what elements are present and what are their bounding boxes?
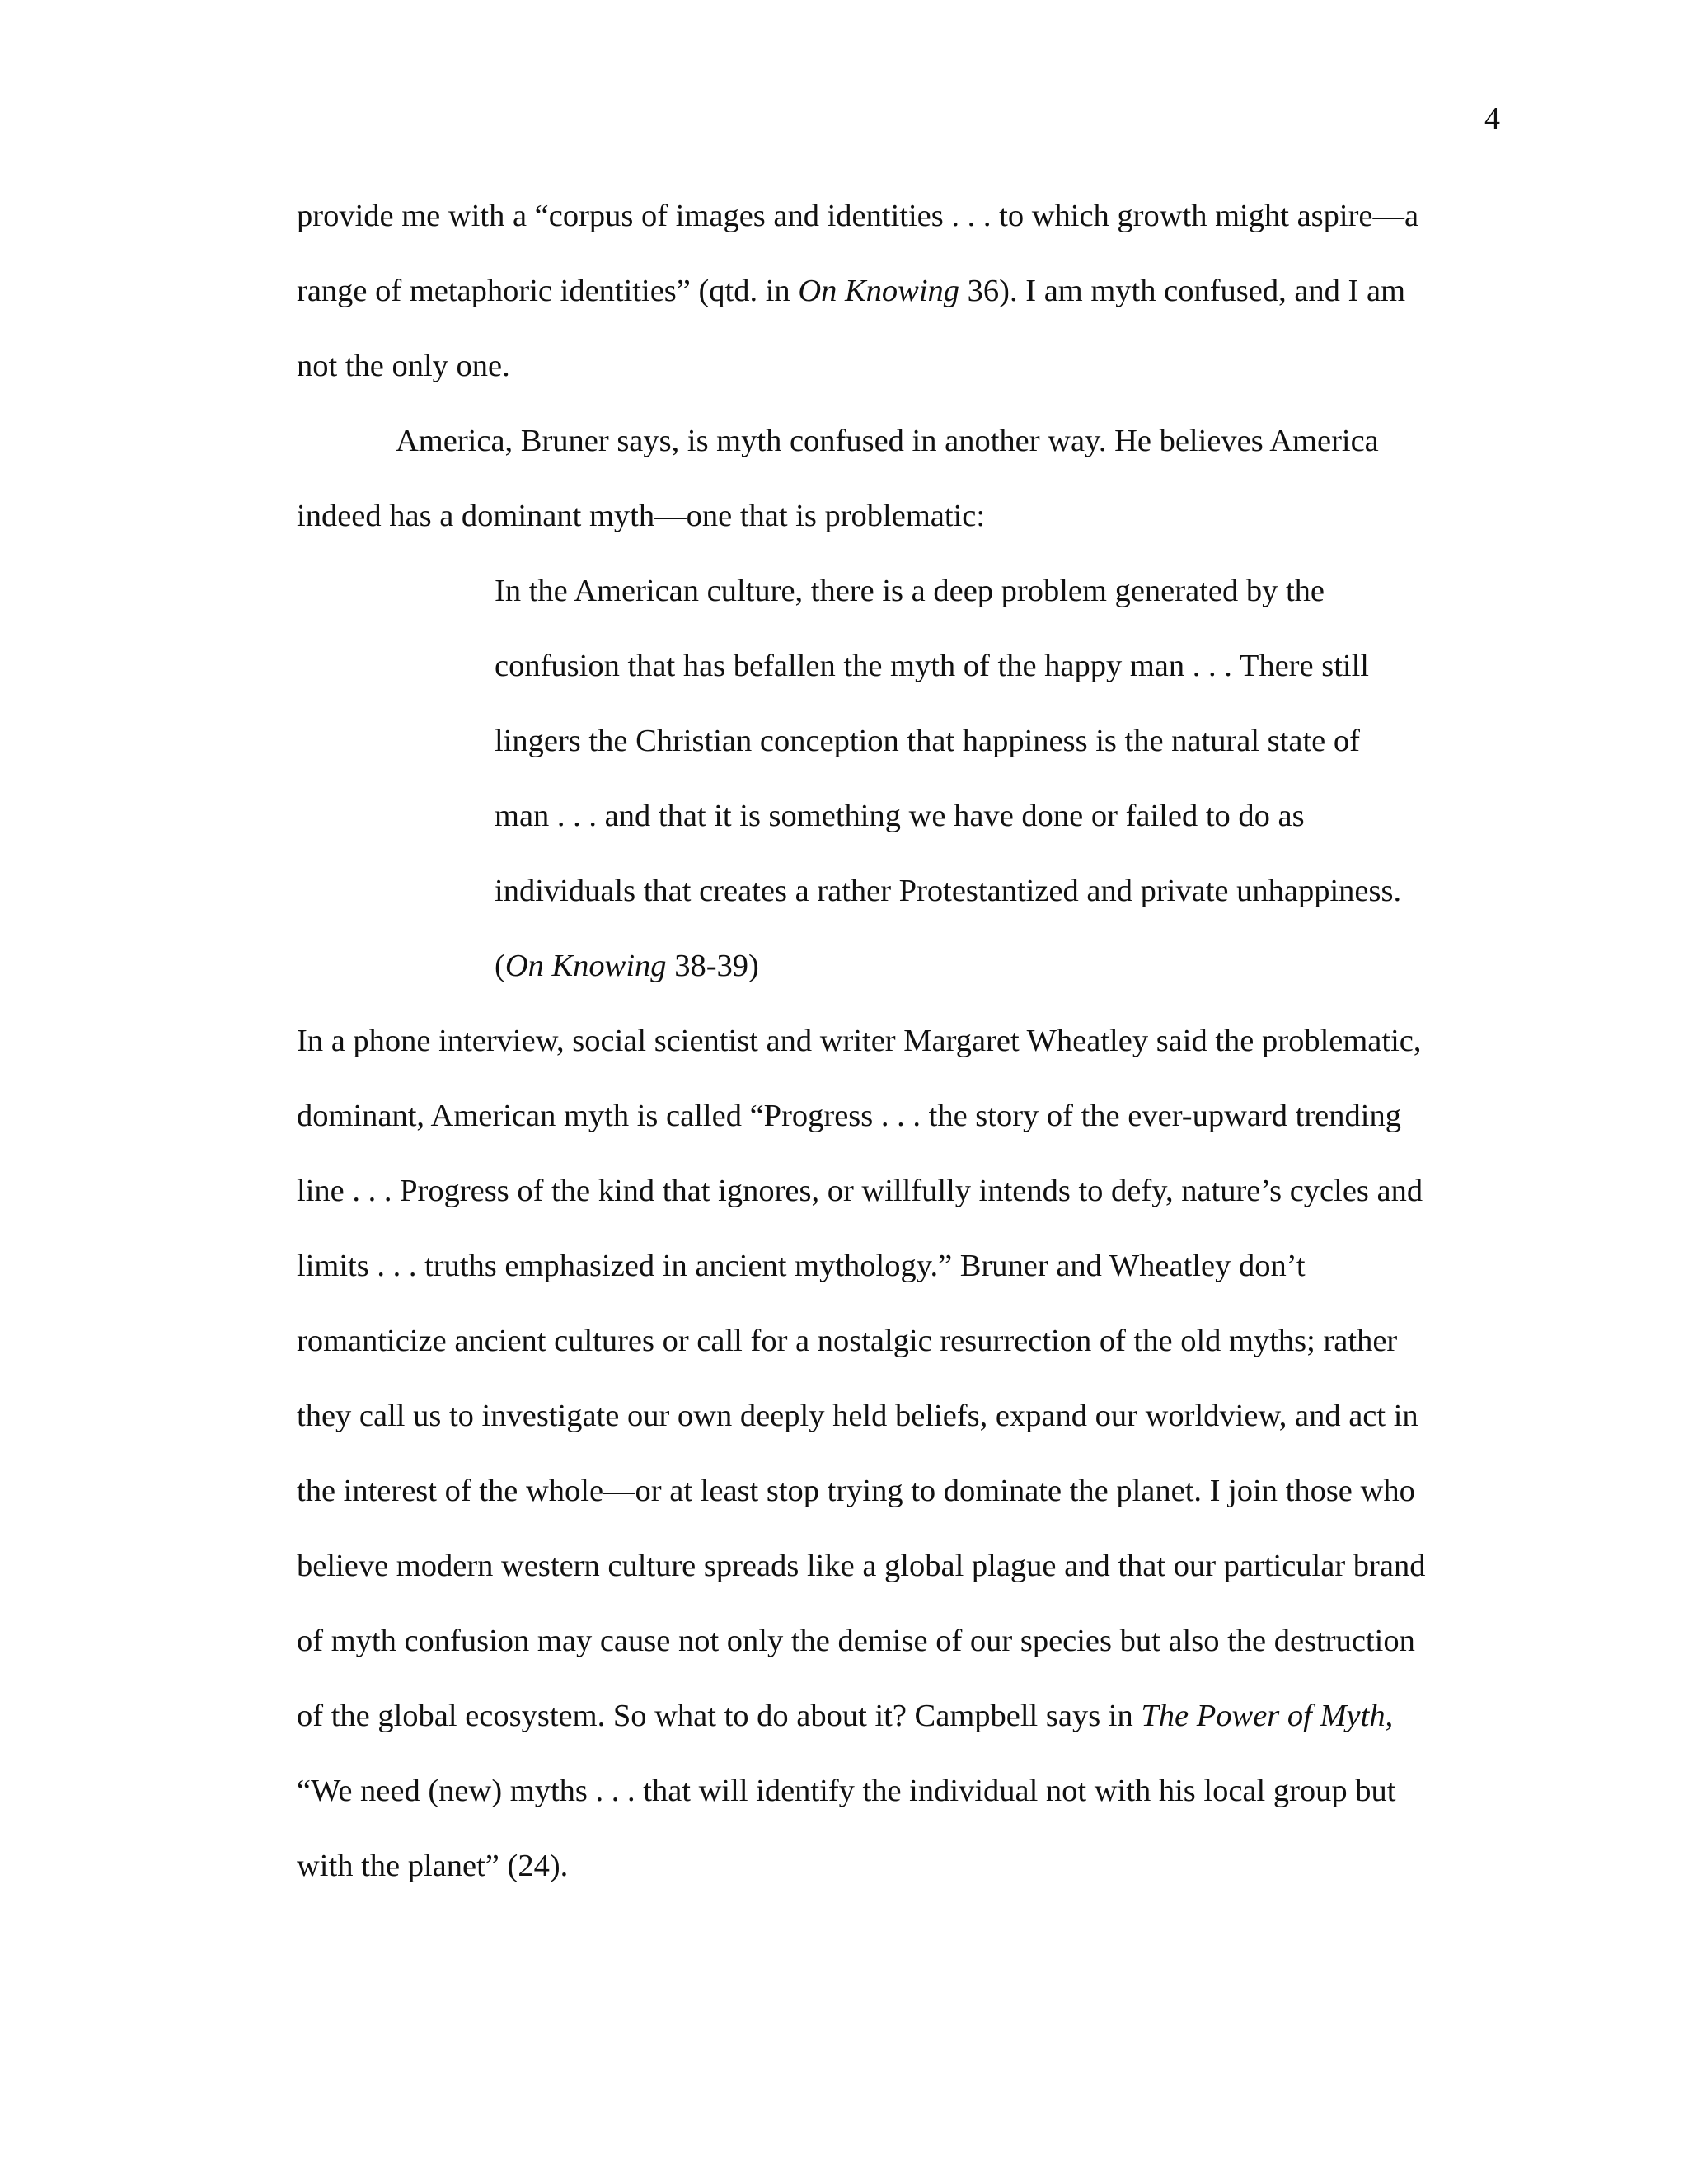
body-line: indeed has a dominant myth—one that is problematic: <box>297 499 986 533</box>
block-quote-line: man . . . and that it is something we have done or failed to do as <box>495 799 1305 833</box>
book-title: On Knowing <box>504 949 667 983</box>
book-title: The Power of Myth <box>1141 1699 1386 1733</box>
body-line: dominant, American myth is called “Progress . . . the story of the ever-upward trending <box>297 1099 1401 1133</box>
book-title: On Knowing <box>798 274 960 308</box>
page-number: 4 <box>1484 101 1500 136</box>
body-line: America, Bruner says, is myth confused in another way. He believes America <box>396 424 1379 458</box>
body-line: believe modern western culture spreads like a global plague and that our particular brand <box>297 1549 1426 1583</box>
block-quote-line: lingers the Christian conception that happiness is the natural state of <box>495 724 1360 758</box>
body-line: of myth confusion may cause not only the demise of our species but also the destruction <box>297 1624 1415 1658</box>
body-line: limits . . . truths emphasized in ancient mythology.” Bruner and Wheatley don’t <box>297 1249 1306 1283</box>
body-line: not the only one. <box>297 349 510 383</box>
body-line: line . . . Progress of the kind that ignores, or willfully intends to defy, nature’s cycles and <box>297 1174 1423 1208</box>
body-line: In a phone interview, social scientist and writer Margaret Wheatley said the problematic, <box>297 1024 1422 1058</box>
body-line: “We need (new) myths . . . that will identify the individual not with his local group but <box>297 1774 1396 1808</box>
body-line: romanticize ancient cultures or call for a nostalgic resurrection of the old myths; rather <box>297 1324 1398 1358</box>
body-line: provide me with a “corpus of images and identities . . . to which growth might aspire—a <box>297 199 1419 233</box>
block-quote-line: In the American culture, there is a deep problem generated by the <box>495 574 1325 608</box>
body-line: of the global ecosystem. So what to do about it? Campbell says in The Power of Myth, <box>297 1699 1394 1733</box>
block-quote-line: confusion that has befallen the myth of the happy man . . . There still <box>495 649 1369 683</box>
body-line: they call us to investigate our own deeply held beliefs, expand our worldview, and act in <box>297 1399 1418 1433</box>
body-line: range of metaphoric identities” (qtd. in On Knowing 36). I am myth confused, and I am <box>297 274 1406 308</box>
block-quote-line: individuals that creates a rather Protestantized and private unhappiness. <box>495 874 1402 908</box>
body-line: the interest of the whole—or at least stop trying to dominate the planet. I join those who <box>297 1474 1415 1508</box>
body-line: with the planet” (24). <box>297 1849 569 1883</box>
block-quote-citation: (On Knowing 38-39) <box>495 949 759 983</box>
